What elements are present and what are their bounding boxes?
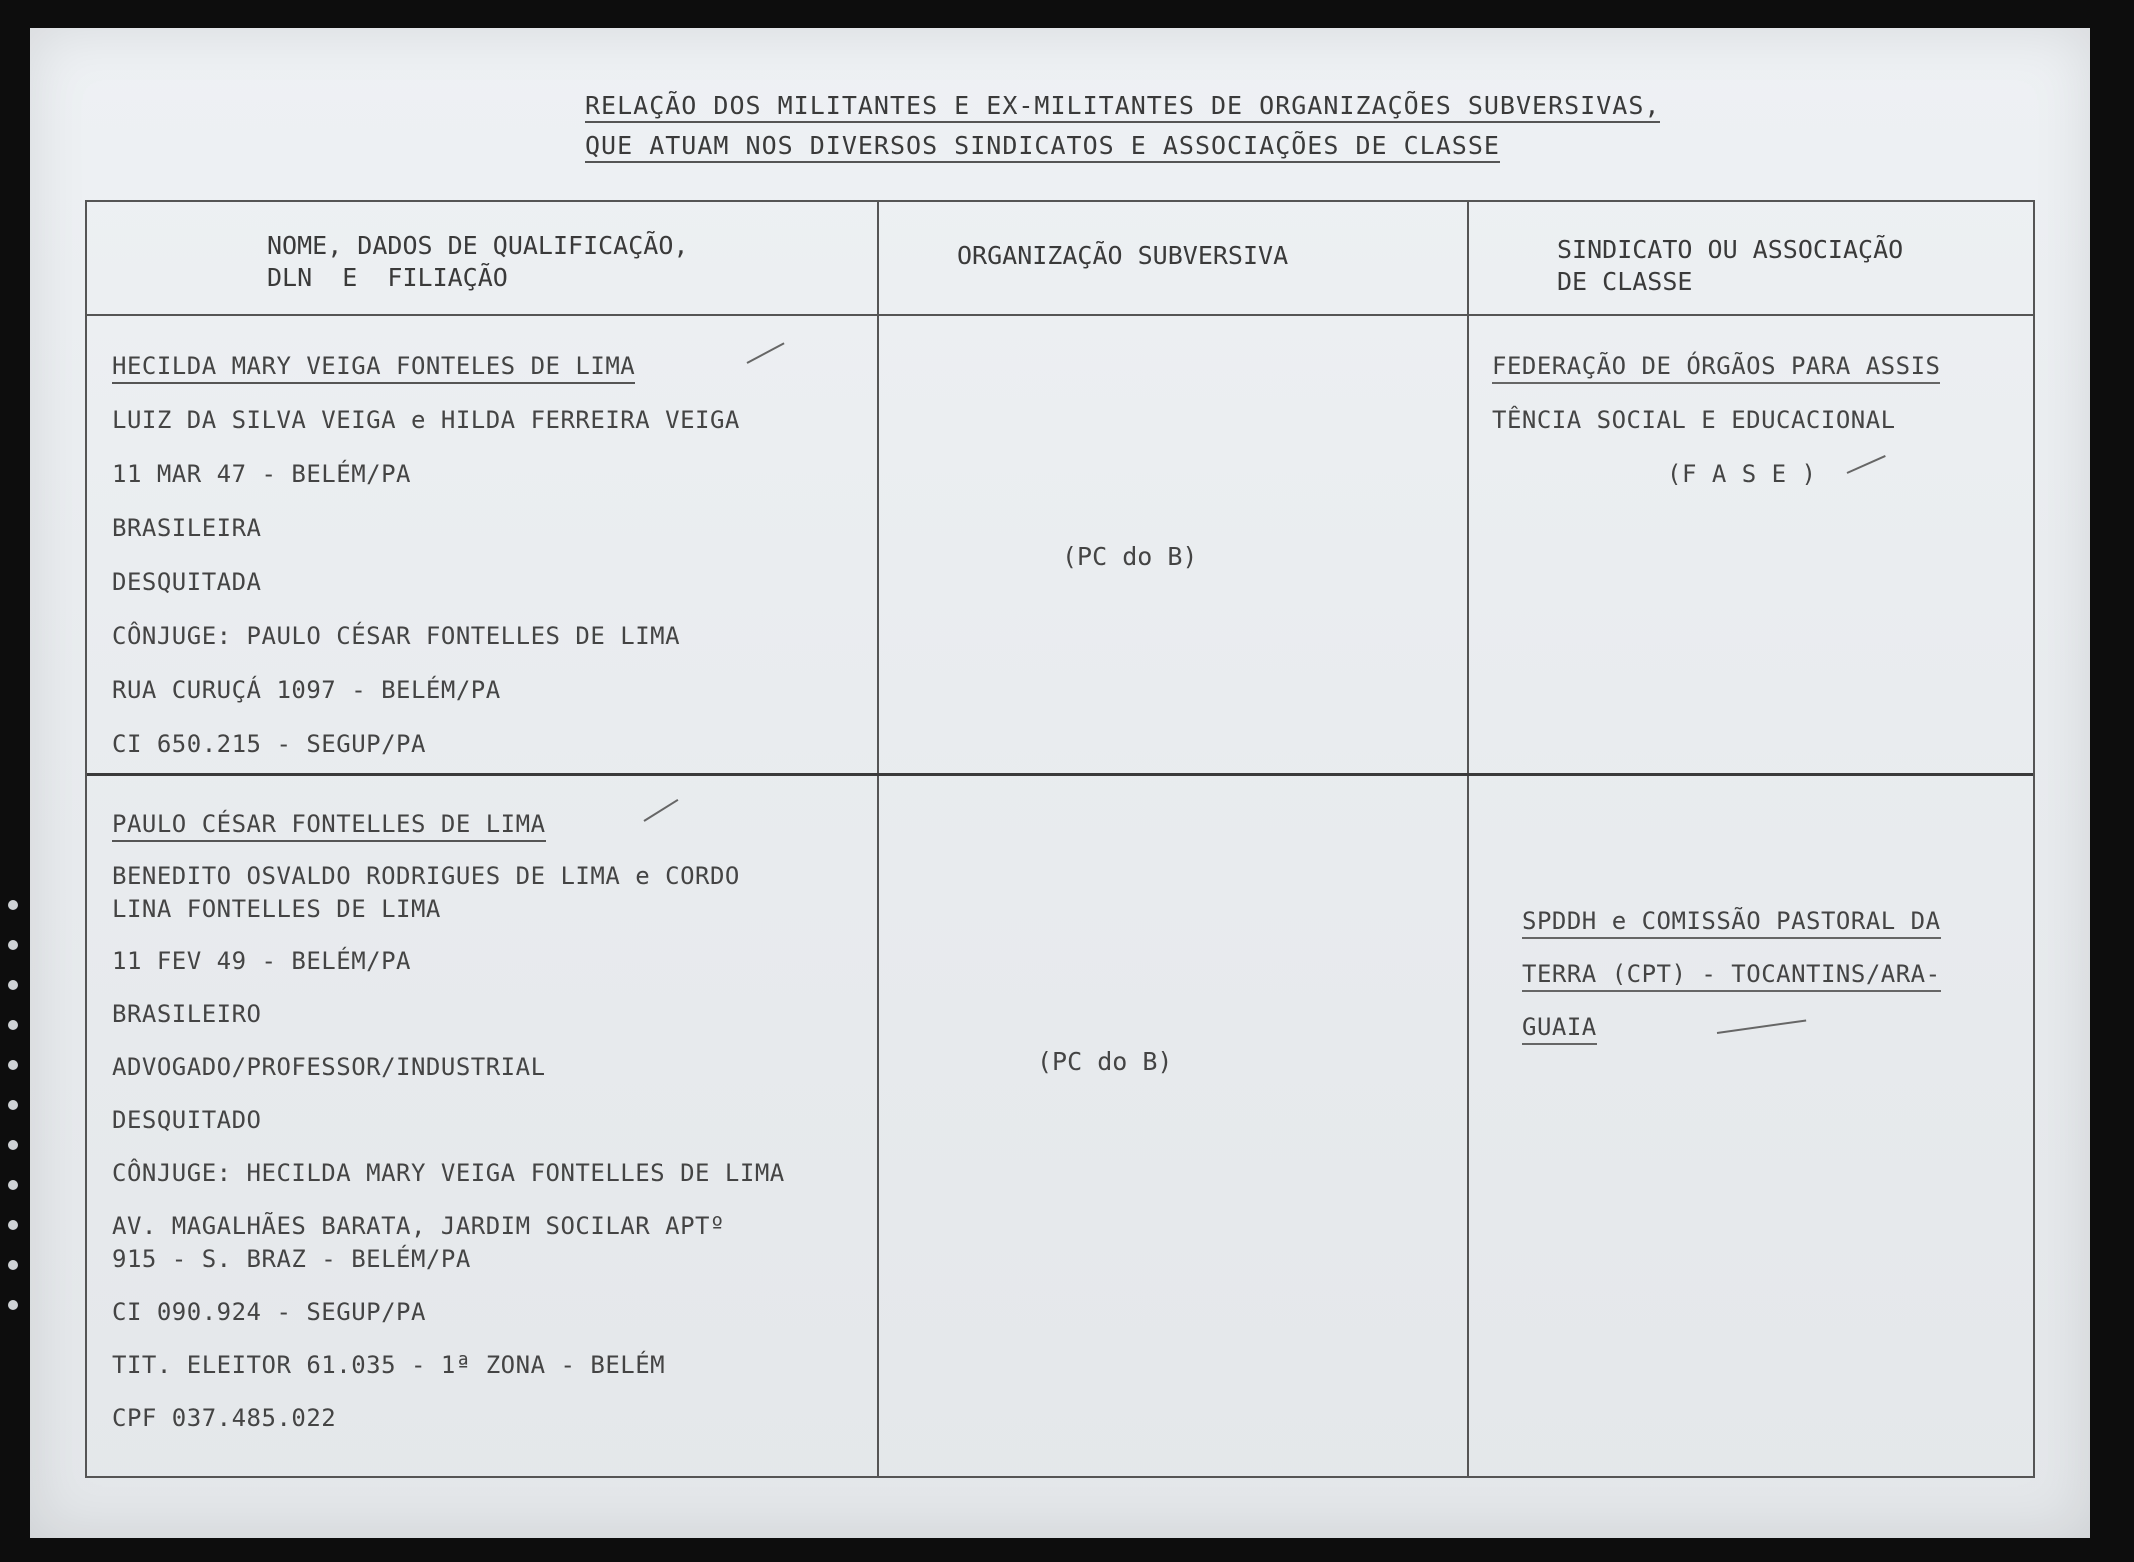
record-1-marital-status: DESQUITADA: [112, 568, 262, 596]
record-2-address-line-1: AV. MAGALHÃES BARATA, JARDIM SOCILAR APTº: [112, 1212, 725, 1240]
document-page: [30, 28, 2090, 1538]
column-header-organization: ORGANIZAÇÃO SUBVERSIVA: [957, 241, 1289, 270]
record-2-profession: ADVOGADO/PROFESSOR/INDUSTRIAL: [112, 1053, 546, 1081]
record-divider: [87, 773, 2033, 776]
record-2-association-line-2: TERRA (CPT) - TOCANTINS/ARA-: [1522, 960, 1941, 988]
record-2-association-line-1: SPDDH e COMISSÃO PASTORAL DA: [1522, 907, 1941, 935]
record-2-filiation-line-2: LINA FONTELLES DE LIMA: [112, 895, 441, 923]
check-mark: [1717, 1019, 1806, 1034]
record-2-nationality: BRASILEIRO: [112, 1000, 262, 1028]
record-2-marital-status: DESQUITADO: [112, 1106, 262, 1134]
record-1-spouse: CÔNJUGE: PAULO CÉSAR FONTELLES DE LIMA: [112, 622, 681, 650]
column-divider: [1467, 202, 1469, 1476]
record-2-name: PAULO CÉSAR FONTELLES DE LIMA: [112, 810, 546, 838]
record-2-organization: (PC do B): [1037, 1047, 1173, 1076]
record-1-association-line-3: (F A S E ): [1667, 460, 1817, 488]
record-2-cpf: CPF 037.485.022: [112, 1404, 337, 1432]
column-divider: [877, 202, 879, 1476]
record-1-nationality: BRASILEIRA: [112, 514, 262, 542]
check-mark: [643, 799, 678, 822]
record-1-association-line-2: TÊNCIA SOCIAL E EDUCACIONAL: [1492, 406, 1896, 434]
column-header-association: SINDICATO OU ASSOCIAÇÃO DE CLASSE: [1557, 235, 1904, 296]
check-mark: [747, 342, 785, 363]
record-1-association-line-1: FEDERAÇÃO DE ÓRGÃOS PARA ASSIS: [1492, 352, 1940, 380]
record-1-organization: (PC do B): [1062, 542, 1198, 571]
header-divider: [87, 314, 2033, 316]
record-1-filiation: LUIZ DA SILVA VEIGA e HILDA FERREIRA VEIGA: [112, 406, 740, 434]
record-2-filiation-line-1: BENEDITO OSVALDO RODRIGUES DE LIMA e CORDO: [112, 862, 740, 890]
record-2-birth: 11 FEV 49 - BELÉM/PA: [112, 947, 411, 975]
check-mark: [1847, 455, 1886, 474]
record-2-association-line-3: GUAIA: [1522, 1013, 1597, 1041]
record-1-address: RUA CURUÇÁ 1097 - BELÉM/PA: [112, 676, 501, 704]
record-1-birth: 11 MAR 47 - BELÉM/PA: [112, 460, 411, 488]
column-header-name: NOME, DADOS DE QUALIFICAÇÃO, DLN E FILIAÇÃO: [267, 231, 689, 292]
record-2-address-line-2: 915 - S. BRAZ - BELÉM/PA: [112, 1245, 471, 1273]
document-title-line-2: QUE ATUAM NOS DIVERSOS SINDICATOS E ASSOCIAÇÕES DE CLASSE: [585, 131, 1785, 160]
record-2-id: CI 090.924 - SEGUP/PA: [112, 1298, 426, 1326]
document-title-line-1: RELAÇÃO DOS MILITANTES E EX-MILITANTES DE ORGANIZAÇÕES SUBVERSIVAS,: [585, 91, 1785, 120]
records-table: [85, 200, 2035, 1478]
record-2-voter-id: TIT. ELEITOR 61.035 - 1ª ZONA - BELÉM: [112, 1351, 666, 1379]
record-2-spouse: CÔNJUGE: HECILDA MARY VEIGA FONTELLES DE LIMA: [112, 1159, 785, 1187]
record-1-id: CI 650.215 - SEGUP/PA: [112, 730, 426, 758]
record-1-name: HECILDA MARY VEIGA FONTELES DE LIMA: [112, 352, 635, 380]
